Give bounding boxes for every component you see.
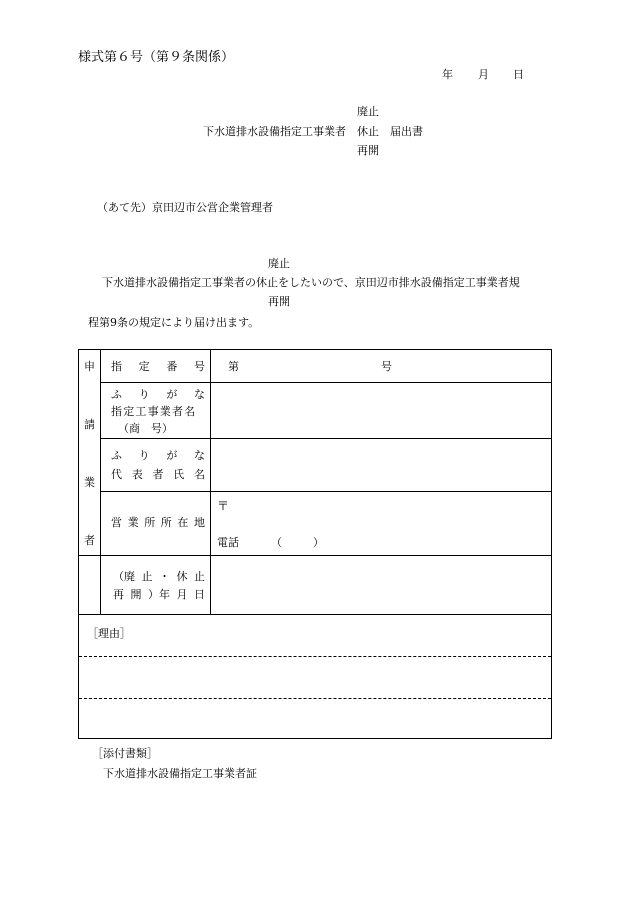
date-month: 月	[478, 68, 489, 81]
postal-mark: 〒	[217, 499, 230, 513]
designation-number-label: 指 定 番 号	[111, 360, 205, 373]
attachments-label: ［添付書類］	[92, 747, 158, 760]
furigana-label-2: ふ り が な	[111, 449, 205, 462]
applicant-char-1: 申	[84, 360, 95, 373]
form-number: 様式第６号（第９条関係）	[78, 50, 235, 65]
body-line-2: 程第9条の規定により届け出ます。	[88, 316, 260, 329]
applicant-char-3: 業	[84, 476, 95, 489]
furigana-label: ふ り が な	[111, 388, 205, 401]
office-address-field[interactable]	[234, 496, 550, 516]
body-option-abolish: 廃止	[268, 257, 290, 270]
title-main: 下水道排水設備指定工事業者	[203, 125, 346, 138]
phone-label: 電話	[217, 536, 239, 549]
title-option-resume: 再開	[357, 144, 379, 157]
title-option-abolish: 廃止	[357, 105, 379, 118]
designation-prefix: 第	[228, 360, 239, 373]
office-location-label: 営 業 所 所 在 地	[111, 516, 205, 529]
designation-suffix: 号	[381, 360, 392, 373]
title-suffix: 届出書	[390, 125, 423, 138]
addressee: （あて先）京田辺市公営企業管理者	[97, 201, 273, 214]
contractor-name-field[interactable]	[212, 384, 550, 436]
body-option-resume: 再開	[268, 295, 290, 308]
date-year: 年	[442, 68, 453, 81]
representative-name-label: 代 表 者 氏 名	[111, 468, 205, 481]
reason-label: ［理由］	[87, 627, 131, 640]
contractor-name-label: 指定工事業者名	[111, 405, 197, 418]
applicant-char-4: 者	[84, 534, 95, 547]
phone-number-field[interactable]	[284, 533, 310, 551]
trade-name-label: （商 号）	[118, 422, 173, 435]
action-date-field[interactable]	[212, 557, 550, 612]
designation-number-field[interactable]	[239, 354, 377, 378]
reason-field[interactable]	[81, 645, 549, 737]
representative-name-field[interactable]	[212, 440, 550, 489]
application-form-table	[78, 349, 552, 739]
action-date-label-line-1: （廃 止 ・ 休 止	[113, 570, 205, 583]
phone-open-paren: （	[271, 536, 282, 549]
body-line-1: 下水道排水設備指定工事業者の休止をしたいので、京田辺市排水設備指定工事業者規	[102, 276, 520, 289]
date-day: 日	[513, 68, 524, 81]
attachment-item: 下水道排水設備指定工事業者証	[103, 767, 257, 780]
applicant-char-2: 請	[84, 418, 95, 431]
action-date-label-line-2: 再 開 ）年 月 日	[113, 588, 205, 601]
phone-close-paren: ）	[313, 536, 324, 549]
title-option-suspend: 休止	[357, 125, 379, 138]
